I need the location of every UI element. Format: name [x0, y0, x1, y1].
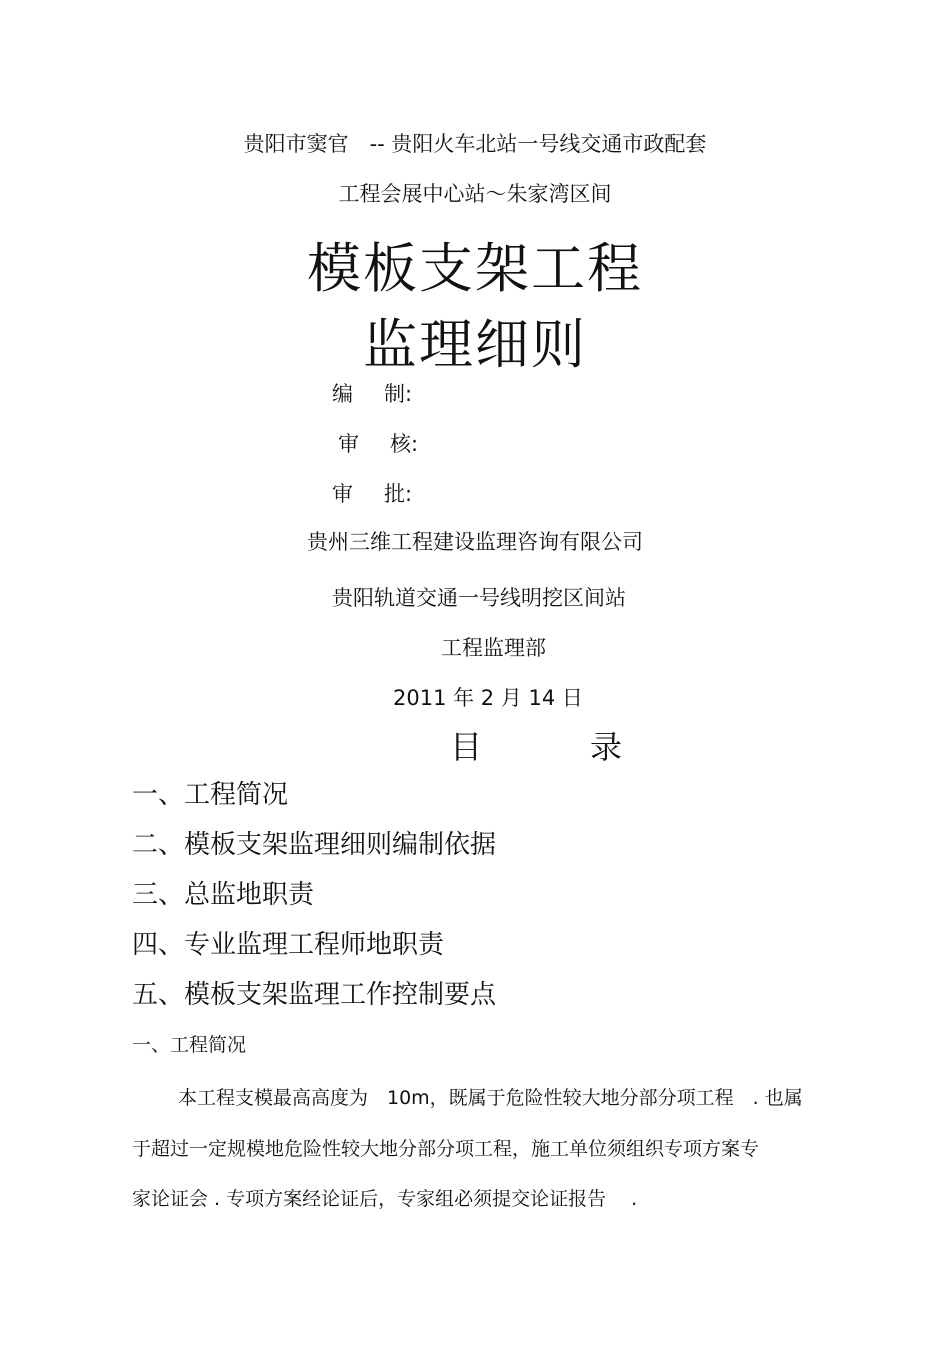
signoff-prepared: [332, 378, 412, 408]
signoff-approved-label-a: 审: [332, 482, 353, 506]
document-date: 2011 年 2 月 14 日: [393, 686, 583, 710]
toc-item[interactable]: 二、模板支架监理细则编制依据: [132, 830, 497, 860]
project-name: 贵阳轨道交通一号线明挖区间站: [332, 586, 626, 610]
signoff-reviewed: [338, 428, 418, 458]
signoff-reviewed-label-b: 核:: [390, 432, 419, 456]
header-line-1: 贵阳市窦官 -- 贵阳火车北站一号线交通市政配套: [243, 132, 707, 156]
toc-item[interactable]: 五、模板支架监理工作控制要点: [132, 980, 497, 1010]
paragraph-line: 于超过一定规模地危险性较大地分部分项工程，施工单位须组织专项方案专: [132, 1138, 760, 1160]
toc-title-b: 录: [590, 728, 623, 766]
company-name: 贵州三维工程建设监理咨询有限公司: [307, 530, 643, 554]
toc-item[interactable]: 三、总监地职责: [132, 880, 315, 910]
signoff-prepared-label-a: 编: [332, 382, 353, 406]
signoff-prepared-label-b: 制:: [384, 382, 413, 406]
toc-item[interactable]: 四、专业监理工程师地职责: [132, 930, 445, 960]
document-title-line-1: 模板支架工程: [307, 237, 643, 300]
signoff-approved-label-b: 批:: [384, 482, 413, 506]
department-name: 工程监理部: [441, 636, 546, 660]
paragraph-line: 本工程支模最高高度为 10m，既属于危险性较大地分部分项工程 . 也属: [178, 1087, 803, 1109]
section-heading: 一、工程简况: [132, 1034, 247, 1056]
header-line-2: 工程会展中心站～朱家湾区间: [338, 182, 612, 206]
signoff-approved: [332, 478, 412, 508]
toc-title-a: 目: [450, 728, 483, 766]
document-title-line-2: 监理细则: [363, 313, 587, 376]
signoff-reviewed-label-a: 审: [338, 432, 359, 456]
paragraph-line: 家论证会 . 专项方案经论证后，专家组必须提交论证报告 .: [132, 1188, 638, 1210]
toc-title: [450, 722, 622, 768]
toc-item[interactable]: 一、工程简况: [132, 780, 289, 810]
